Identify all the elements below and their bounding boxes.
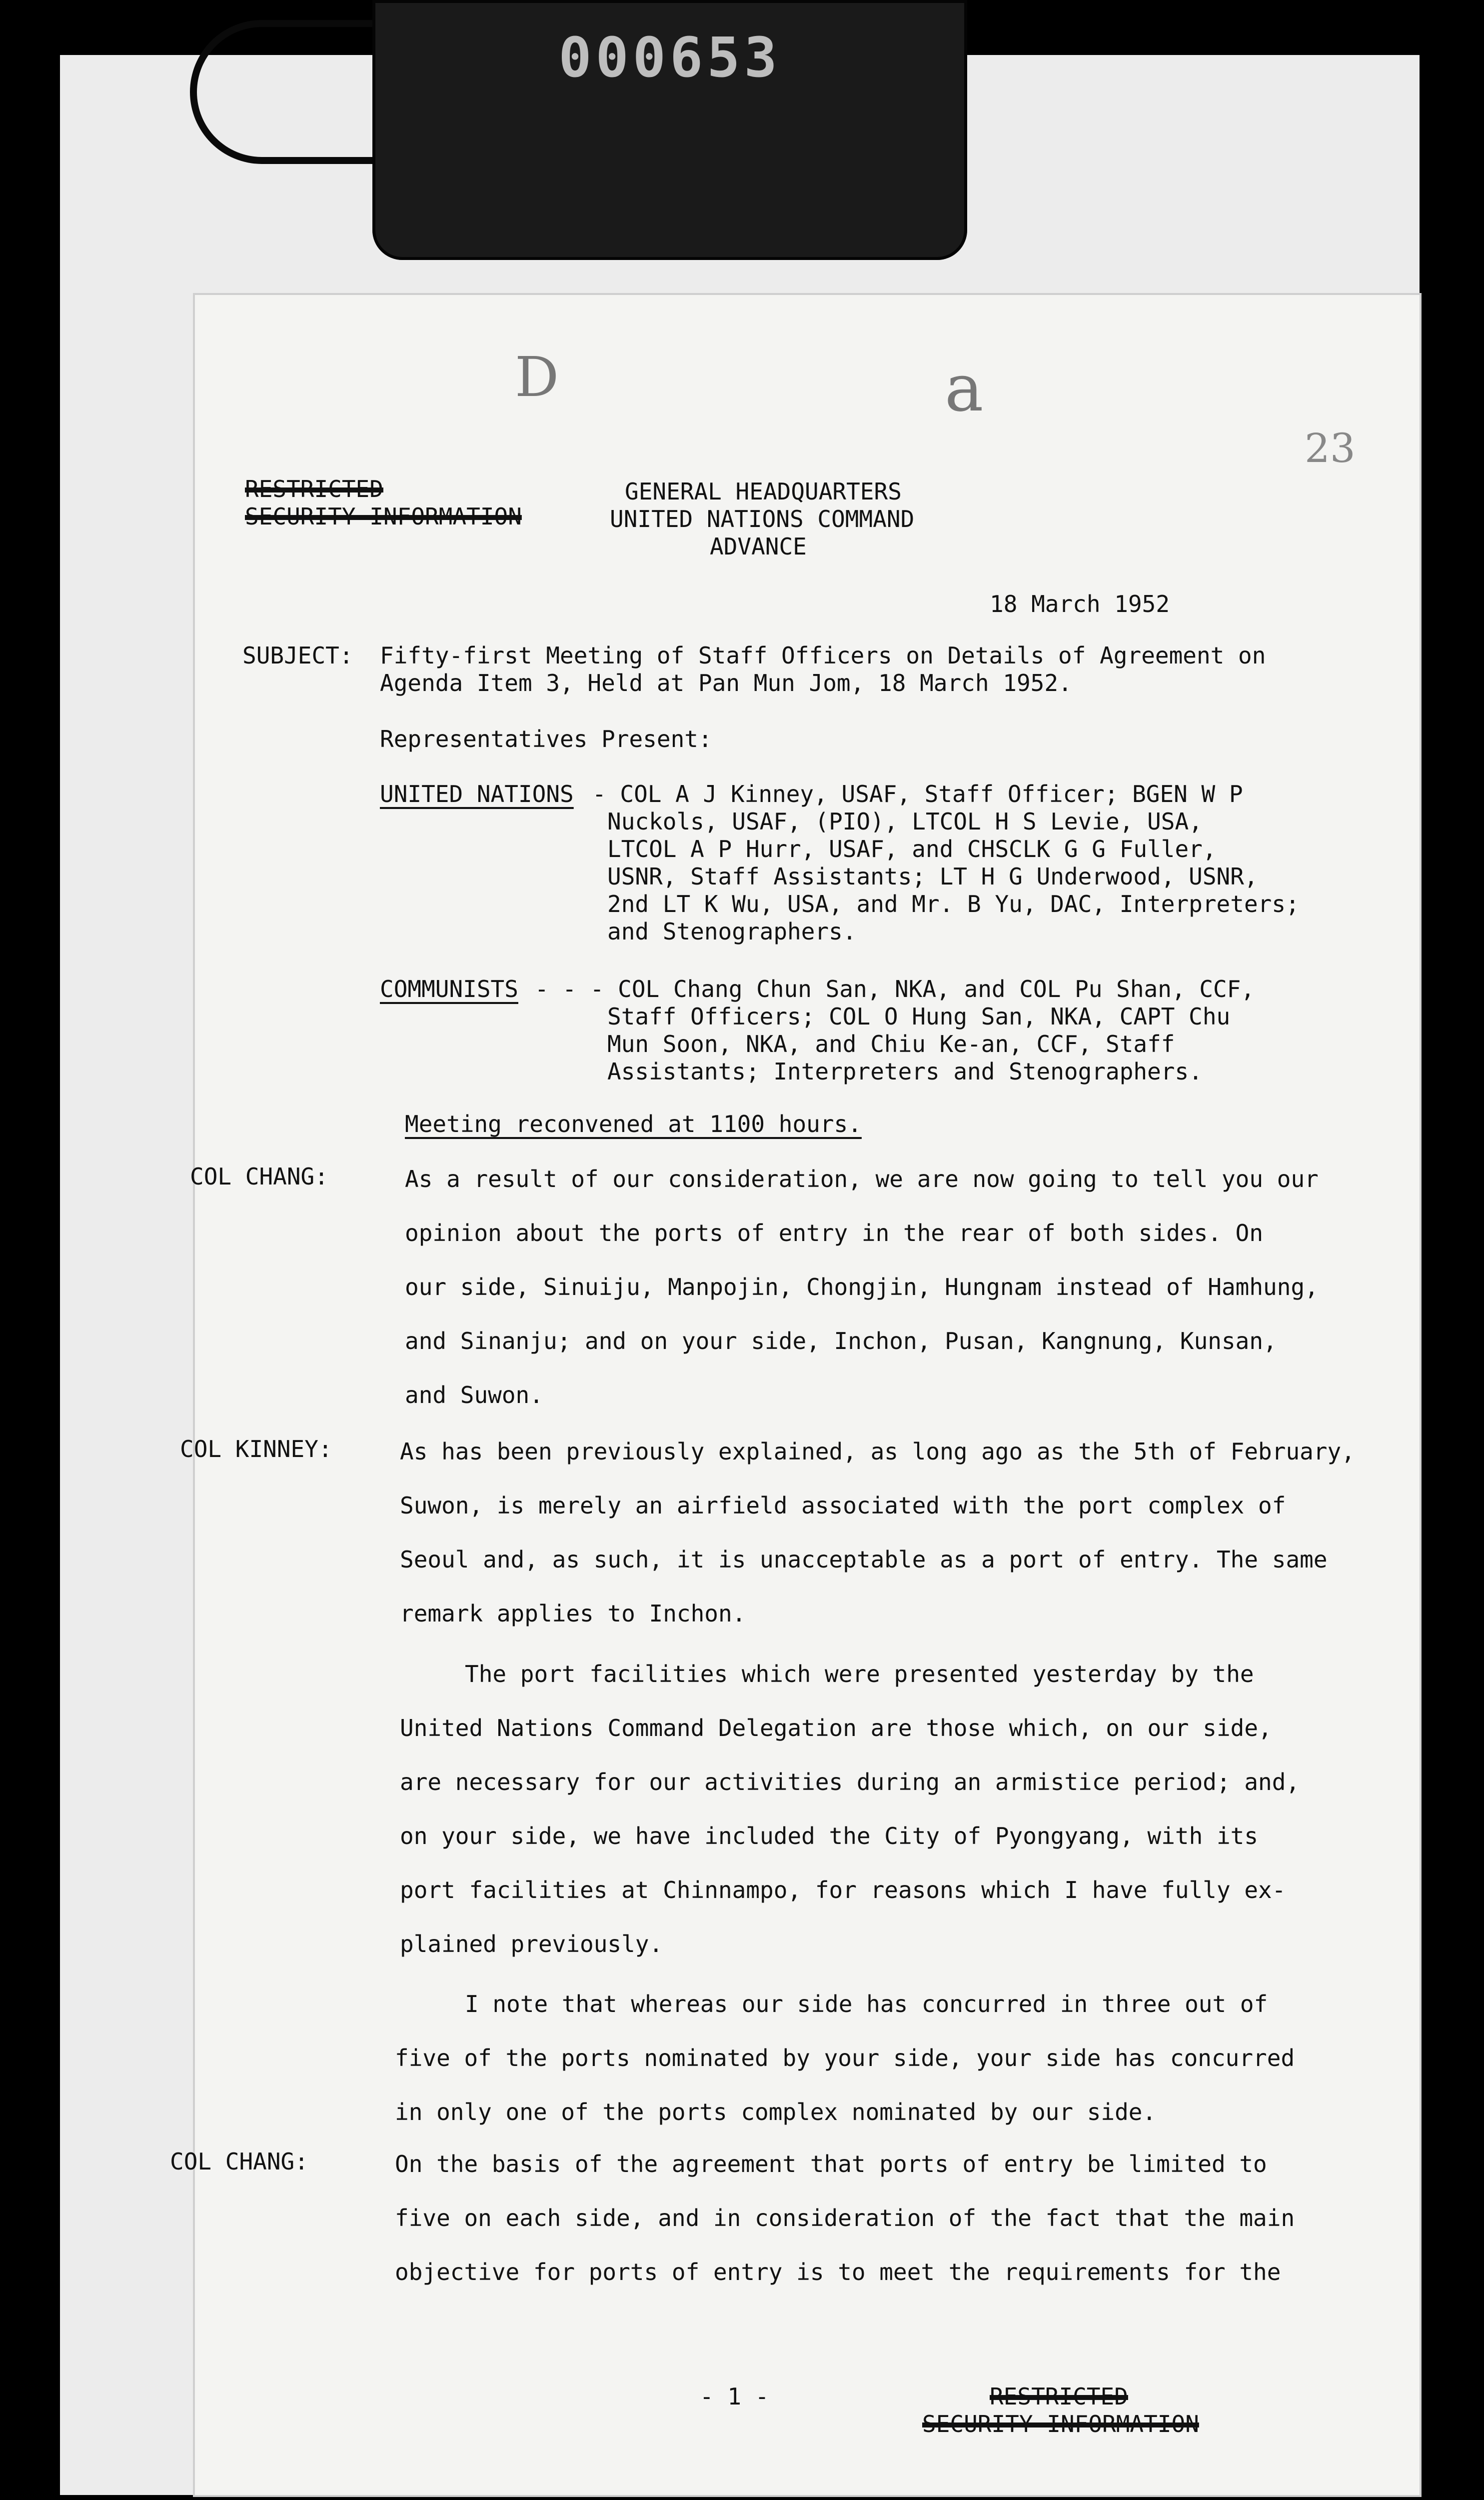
transcript-line: are necessary for our activities during an armistice period; and,: [400, 1768, 1300, 1796]
transcript-line: five on each side, and in consideration of the fact that the main: [395, 2204, 1295, 2232]
transcript-line: As a result of our consideration, we are now going to tell you our: [405, 1166, 1319, 1192]
header-line3: ADVANCE: [710, 533, 807, 560]
transcript-line: objective for ports of entry is to meet the requirements for the: [395, 2258, 1281, 2286]
transcript-line: port facilities at Chinnampo, for reasons which I have fully ex-: [400, 1876, 1286, 1904]
representatives-heading: Representatives Present:: [380, 726, 712, 752]
transcript-line: and Sinanju; and on your side, Inchon, Pusan, Kangnung, Kunsan,: [405, 1328, 1277, 1354]
classification-top-line1: RESTRICTED: [245, 476, 383, 502]
transcript-line: on your side, we have included the City of Pyongyang, with its: [400, 1822, 1259, 1850]
pencil-mark-left: D: [515, 345, 559, 409]
transcript-line: Suwon, is merely an airfield associated with the port complex of: [400, 1492, 1286, 1519]
meeting-reconvened: Meeting reconvened at 1100 hours.: [405, 1110, 862, 1138]
transcript-line: The port facilities which were presented yesterday by the: [465, 1660, 1254, 1688]
un-line: - COL A J Kinney, USAF, Staff Officer; BGEN W P: [592, 780, 1243, 808]
page-number: - 1 -: [700, 2383, 769, 2410]
transcript-line: As has been previously explained, as long ago as the 5th of February,: [400, 1438, 1355, 1465]
classification-bottom-line1: RESTRICTED: [990, 2383, 1128, 2410]
transcript-line: five of the ports nominated by your side, your side has concurred: [395, 2044, 1295, 2072]
frame-counter: 000653: [558, 26, 781, 90]
un-line: USNR, Staff Assistants; LT H G Underwood, USNR,: [607, 863, 1258, 890]
communists-line: Assistants; Interpreters and Stenographers.: [607, 1058, 1203, 1085]
un-line: Nuckols, USAF, (PIO), LTCOL H S Levie, USA,: [607, 808, 1203, 835]
header-line1: GENERAL HEADQUARTERS: [625, 478, 902, 505]
transcript-line: our side, Sinuiju, Manpojin, Chongjin, Hungnam instead of Hamhung,: [405, 1274, 1319, 1300]
communists-line: Mun Soon, NKA, and Chiu Ke-an, CCF, Staff: [607, 1030, 1175, 1058]
un-line: 2nd LT K Wu, USA, and Mr. B Yu, DAC, Interpreters;: [607, 890, 1300, 918]
transcript-line: opinion about the ports of entry in the rear of both sides. On: [405, 1220, 1264, 1246]
subject-label: SUBJECT:: [242, 642, 353, 669]
document-date: 18 March 1952: [990, 590, 1170, 618]
communists-line: Staff Officers; COL O Hung San, NKA, CAPT Chu: [607, 1003, 1231, 1030]
classification-bottom-line2: SECURITY INFORMATION: [922, 2410, 1199, 2438]
subject-line1: Fifty-first Meeting of Staff Officers on Details of Agreement on: [380, 642, 1266, 669]
handwritten-number: 23: [1305, 425, 1356, 472]
classification-top-line2: SECURITY INFORMATION: [245, 503, 522, 530]
transcript-line: I note that whereas our side has concurred in three out of: [465, 1990, 1268, 2018]
pencil-mark-right: a: [945, 350, 984, 426]
subject-line2: Agenda Item 3, Held at Pan Mun Jom, 18 March 1952.: [380, 670, 1072, 696]
transcript-line: and Suwon.: [405, 1382, 543, 1408]
transcript-line: On the basis of the agreement that ports of entry be limited to: [395, 2150, 1267, 2178]
transcript-line: United Nations Command Delegation are those which, on our side,: [400, 1714, 1272, 1742]
speaker-label: COL KINNEY:: [180, 1436, 332, 1462]
un-line: LTCOL A P Hurr, USAF, and CHSCLK G G Fuller,: [607, 836, 1217, 862]
communists-label: COMMUNISTS: [380, 976, 518, 1002]
transcript-line: in only one of the ports complex nominated by our side.: [395, 2098, 1157, 2126]
header-line2: UNITED NATIONS COMMAND: [610, 506, 915, 532]
transcript-line: plained previously.: [400, 1930, 663, 1958]
transcript-line: Seoul and, as such, it is unacceptable as a port of entry. The same: [400, 1546, 1328, 1573]
document-page: [170, 295, 1420, 2495]
un-line: and Stenographers.: [607, 918, 857, 945]
communists-line: - - - COL Chang Chun San, NKA, and COL Pu Shan, CCF,: [535, 976, 1255, 1002]
speaker-label: COL CHANG:: [190, 1163, 328, 1190]
speaker-label: COL CHANG:: [170, 2148, 308, 2175]
transcript-line: remark applies to Inchon.: [400, 1600, 746, 1627]
un-label: UNITED NATIONS: [380, 780, 574, 808]
